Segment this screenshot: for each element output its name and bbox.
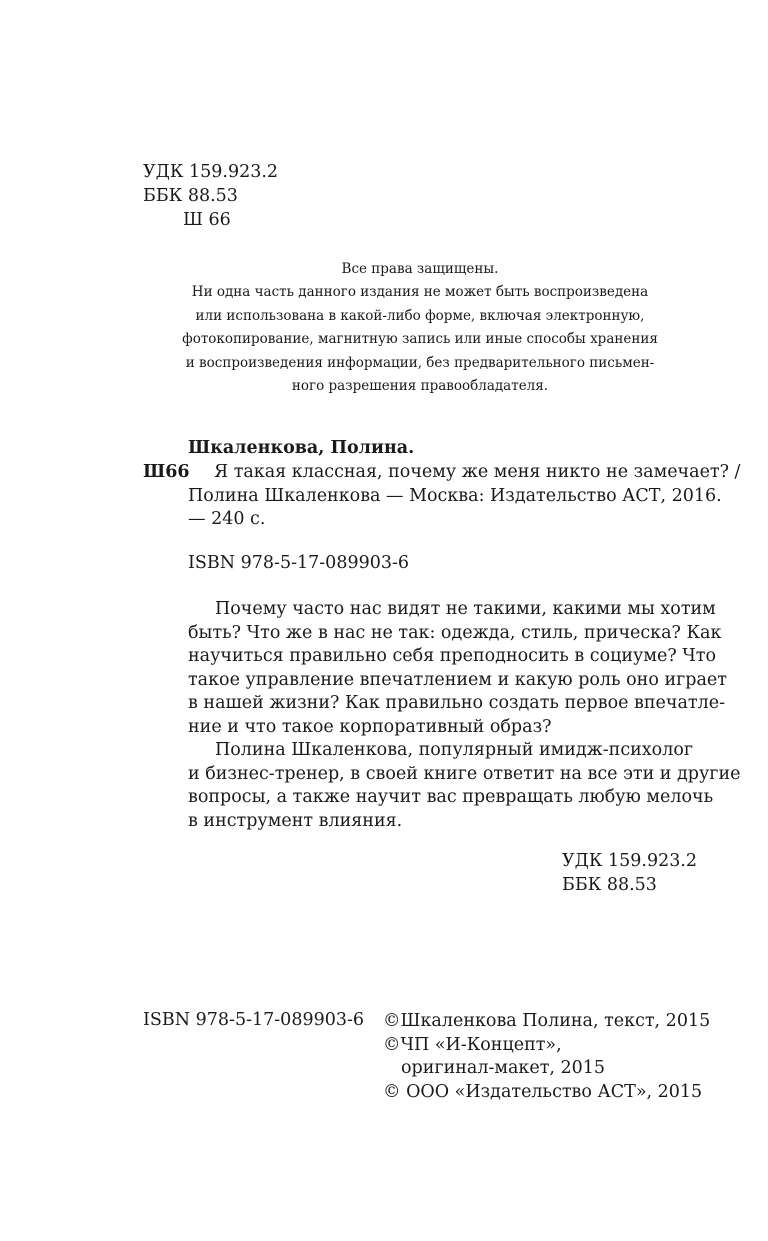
annotation-line: быть? Что же в нас не так: одежда, стиль, прическа? Как (188, 622, 722, 643)
rights-line: Ни одна часть данного издания не может быть воспроизведена (191, 284, 649, 301)
header-bbk: ББК 88.53 (143, 186, 238, 206)
copyright-line: ©Шкаленкова Полина, текст, 2015 (383, 1011, 711, 1031)
annotation-line: вопросы, а также научит вас превращать любую мелочь (188, 787, 714, 807)
annotation-line: научиться правильно себя преподносить в социуме? Что (188, 646, 717, 666)
annotation (188, 598, 741, 833)
copyright-line: ©ЧП «И-Концепт», (383, 1034, 562, 1055)
footer-isbn: ISBN 978-5-17-089903-6 (143, 1010, 365, 1030)
rights-line: и воспроизведения информации, без предварительного письмен- (185, 354, 655, 371)
rights-line: или использована в какой-либо форме, включая электронную, (195, 307, 645, 324)
annotation-line: Полина Шкаленкова, популярный имидж-психолог (215, 740, 694, 760)
rights-notice (150, 258, 690, 398)
annotation-line: такое управление впечатлением и какую роль оно играет (188, 669, 727, 690)
annotation-line: Почему часто нас видят не такими, какими мы хотим (215, 599, 716, 619)
annotation-line: и бизнес-тренер, в своей книге ответит на все эти и другие (188, 763, 741, 784)
catalog-sign: Ш66 (143, 462, 190, 482)
copyright-block (383, 1010, 710, 1104)
catalog-author: Шкаленкова, Полина. (188, 438, 415, 458)
classification-udk: УДК 159.923.2 (562, 851, 698, 871)
catalog-isbn: ISBN 978-5-17-089903-6 (188, 553, 410, 573)
catalog-title-line1: Я такая классная, почему же меня никто не замечает? / (214, 462, 741, 482)
header-udk: УДК 159.923.2 (143, 162, 279, 182)
copyright-line: © ООО «Издательство АСТ», 2015 (383, 1081, 703, 1102)
catalog-title-line2: Полина Шкаленкова — Москва: Издательство АСТ, 2016. (188, 486, 722, 506)
catalog-pages: — 240 с. (188, 509, 266, 529)
annotation-line: в нашей жизни? Как правильно создать первое впечатле- (188, 693, 725, 713)
header-author-sign: Ш 66 (183, 210, 231, 230)
annotation-line: ние и что такое корпоративный образ? (188, 716, 552, 737)
classification-bbk: ББК 88.53 (562, 874, 657, 895)
copyright-line: оригинал-макет, 2015 (401, 1058, 606, 1078)
rights-line: Все права защищены. (341, 261, 499, 277)
rights-line: ного разрешения правообладателя. (291, 378, 549, 395)
classification (562, 850, 697, 897)
rights-line: фотокопирование, магнитную запись или иные способы хранения (182, 331, 658, 348)
annotation-line: в инструмент влияния. (188, 810, 403, 831)
